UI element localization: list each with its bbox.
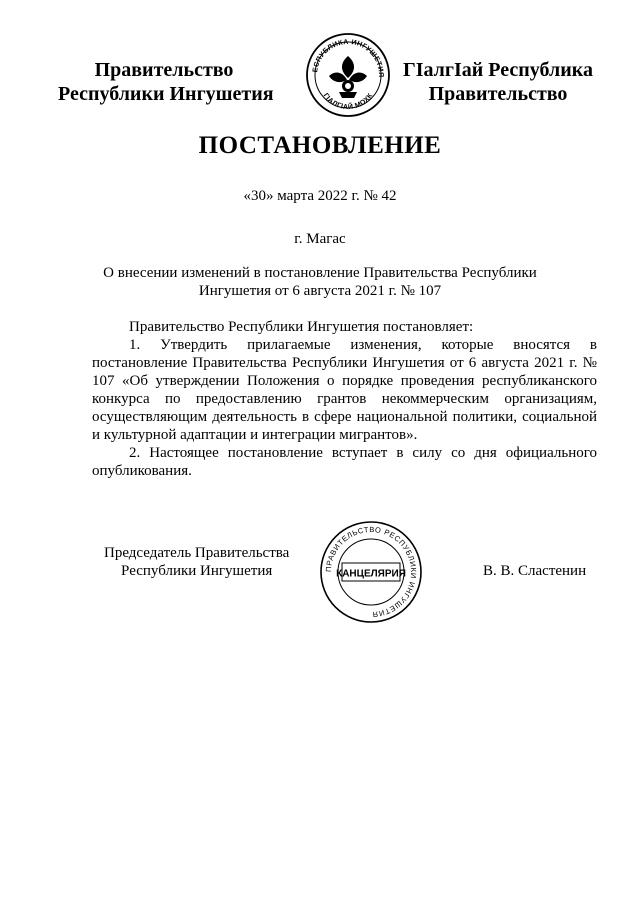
- item-2: 2. Настоящее постановление вступает в силу со дня официального опубликования.: [92, 445, 597, 479]
- signatory-position-line1: Председатель Правительства: [104, 545, 290, 561]
- document-title: ПОСТАНОВЛЕНИЕ: [198, 132, 442, 159]
- document-date-number: «30» марта 2022 г. № 42: [243, 188, 397, 204]
- header-left-line1: Правительство: [94, 59, 234, 81]
- header-right: [398, 58, 598, 106]
- preamble: Правительство Республики Ингушетия постановляет:: [129, 319, 474, 335]
- subject-line2: Ингушетия от 6 августа 2021 г. № 107: [198, 283, 442, 299]
- signatory-position: [104, 544, 289, 580]
- emblem-ring-top: ЕСПУБЛИКА ИНГУШЕТИЯ: [312, 38, 385, 78]
- header-right-line2: Правительство: [428, 83, 568, 105]
- subject-line1: О внесении изменений в постановление Правительства Республики: [103, 265, 537, 281]
- document-body: [92, 318, 597, 480]
- header-left: [58, 58, 274, 106]
- header-right-line1: ГIалгIай Республика: [403, 59, 593, 81]
- stamp-ring-text: ПРАВИТЕЛЬСТВО РЕСПУБЛИКИ ИНГУШЕТИЯ: [323, 524, 419, 620]
- signatory-position-line2: Республики Ингушетия: [121, 563, 273, 579]
- item-1: 1. Утвердить прилагаемые изменения, которые вносятся в постановление Правительства Республики Ингушетия от 6 августа 2021 г. № 107 «Об утверждении Положения о порядке проведения республиканского конкурса по предоставлению грантов некоммерческим организациям, осуществляющим деятельность в сфере национальной политики, социальной и культурной адаптации и интеграции мигрантов».: [92, 337, 597, 443]
- stamp-center-text: КАНЦЕЛЯРИЯ: [336, 568, 406, 580]
- signatory-name: В. В. Сластенин: [483, 563, 587, 579]
- office-stamp: [318, 519, 424, 630]
- emblem-ring-bottom: ГIАЛГIАЙ МОХК: [321, 92, 375, 112]
- coat-of-arms-emblem: [305, 32, 391, 123]
- header-left-line2: Республики Ингушетия: [58, 83, 274, 105]
- document-subject: [80, 264, 560, 300]
- document-city: г. Магас: [294, 231, 346, 247]
